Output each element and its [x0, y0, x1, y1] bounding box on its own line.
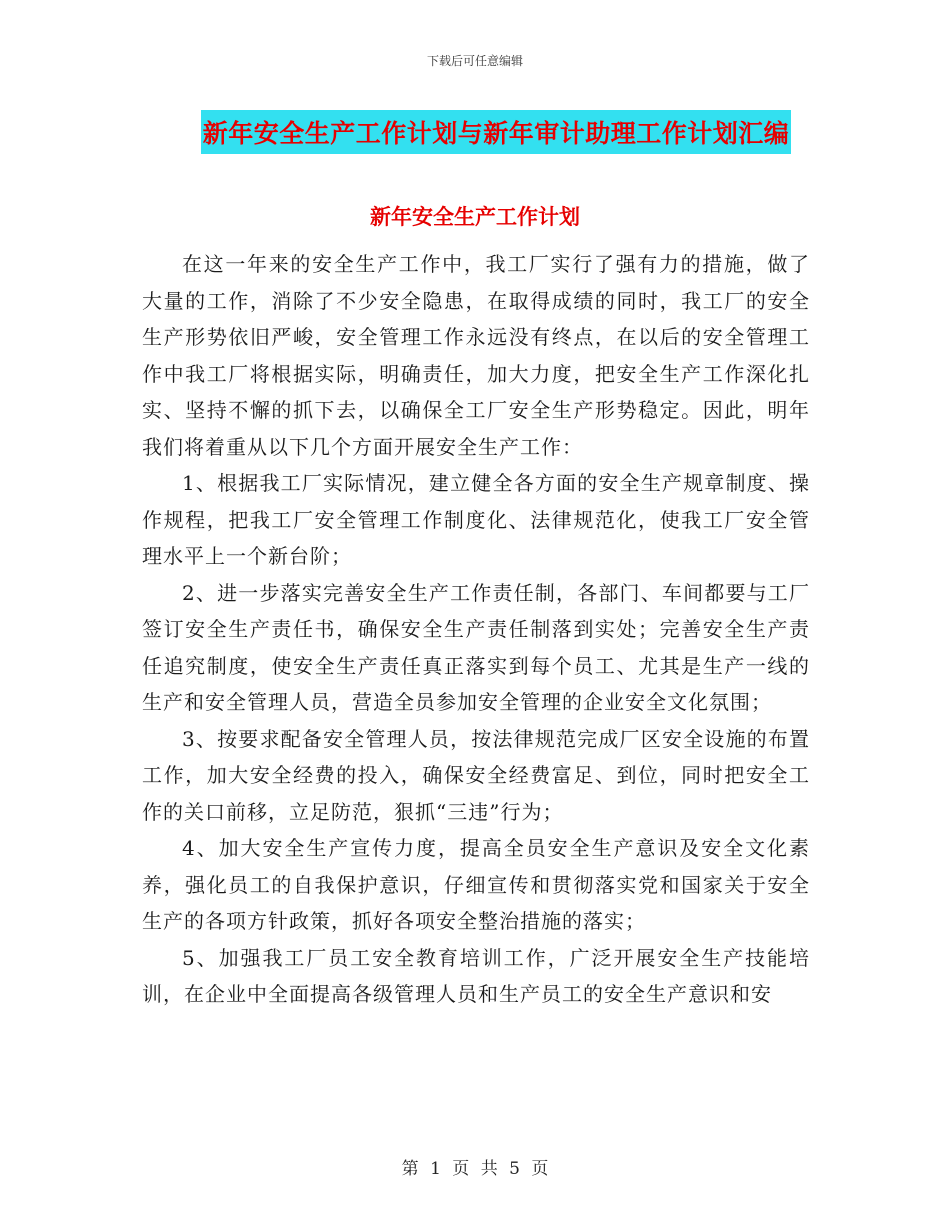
main-title-wrapper — [0, 110, 950, 154]
page-footer: 第 1 页 共 5 页 — [401, 1159, 549, 1179]
main-title: 新年安全生产工作计划与新年审计助理工作计划汇编 — [201, 110, 792, 154]
paragraph-item-5: 5、加强我工厂员工安全教育培训工作，广泛开展安全生产技能培训，在企业中全面提高各级管理人员和生产员工的安全生产意识和安 — [142, 945, 810, 1006]
paragraph-item-4: 4、加大安全生产宣传力度，提高全员安全生产意识及安全文化素养，强化员工的自我保护意识，仔细宣传和贯彻落实党和国家关于安全生产的各项方针政策，抓好各项安全整治措施的落实； — [142, 836, 810, 933]
paragraph-item-3: 3、按要求配备安全管理人员，按法律规范完成厂区安全设施的布置工作，加大安全经费的投入，确保安全经费富足、到位，同时把安全工作的关口前移，立足防范，狠抓“三违”行为； — [142, 726, 810, 824]
paragraph-intro: 在这一年来的安全生产工作中，我工厂实行了强有力的措施，做了大量的工作，消除了不少安全隐患，在取得成绩的同时，我工厂的安全生产形势依旧严峻，安全管理工作永远没有终点，在以后的安全管理工作中我工厂将根据实际，明确责任，加大力度，把安全生产工作深化扎实、坚持不懈的抓下去，以确保全工厂安全生产形势稳定。因此，明年我们将着重从以下几个方面开展安全生产工作： — [142, 252, 810, 459]
document-body — [142, 246, 810, 1013]
header-note: 下载后可任意编辑 — [426, 54, 523, 68]
paragraph-item-2: 2、进一步落实完善安全生产工作责任制，各部门、车间都要与工厂签订安全生产责任书，确保安全生产责任制落到实处；完善安全生产责任追究制度，使安全生产责任真正落实到每个员工、尤其是生产一线的生产和安全管理人员，营造全员参加安全管理的企业安全文化氛围； — [142, 580, 810, 714]
paragraph-item-1: 1、根据我工厂实际情况，建立健全各方面的安全生产规章制度、操作规程，把我工厂安全管理工作制度化、法律规范化，使我工厂安全管理水平上一个新台阶； — [142, 471, 810, 568]
section-title: 新年安全生产工作计划 — [370, 204, 580, 229]
